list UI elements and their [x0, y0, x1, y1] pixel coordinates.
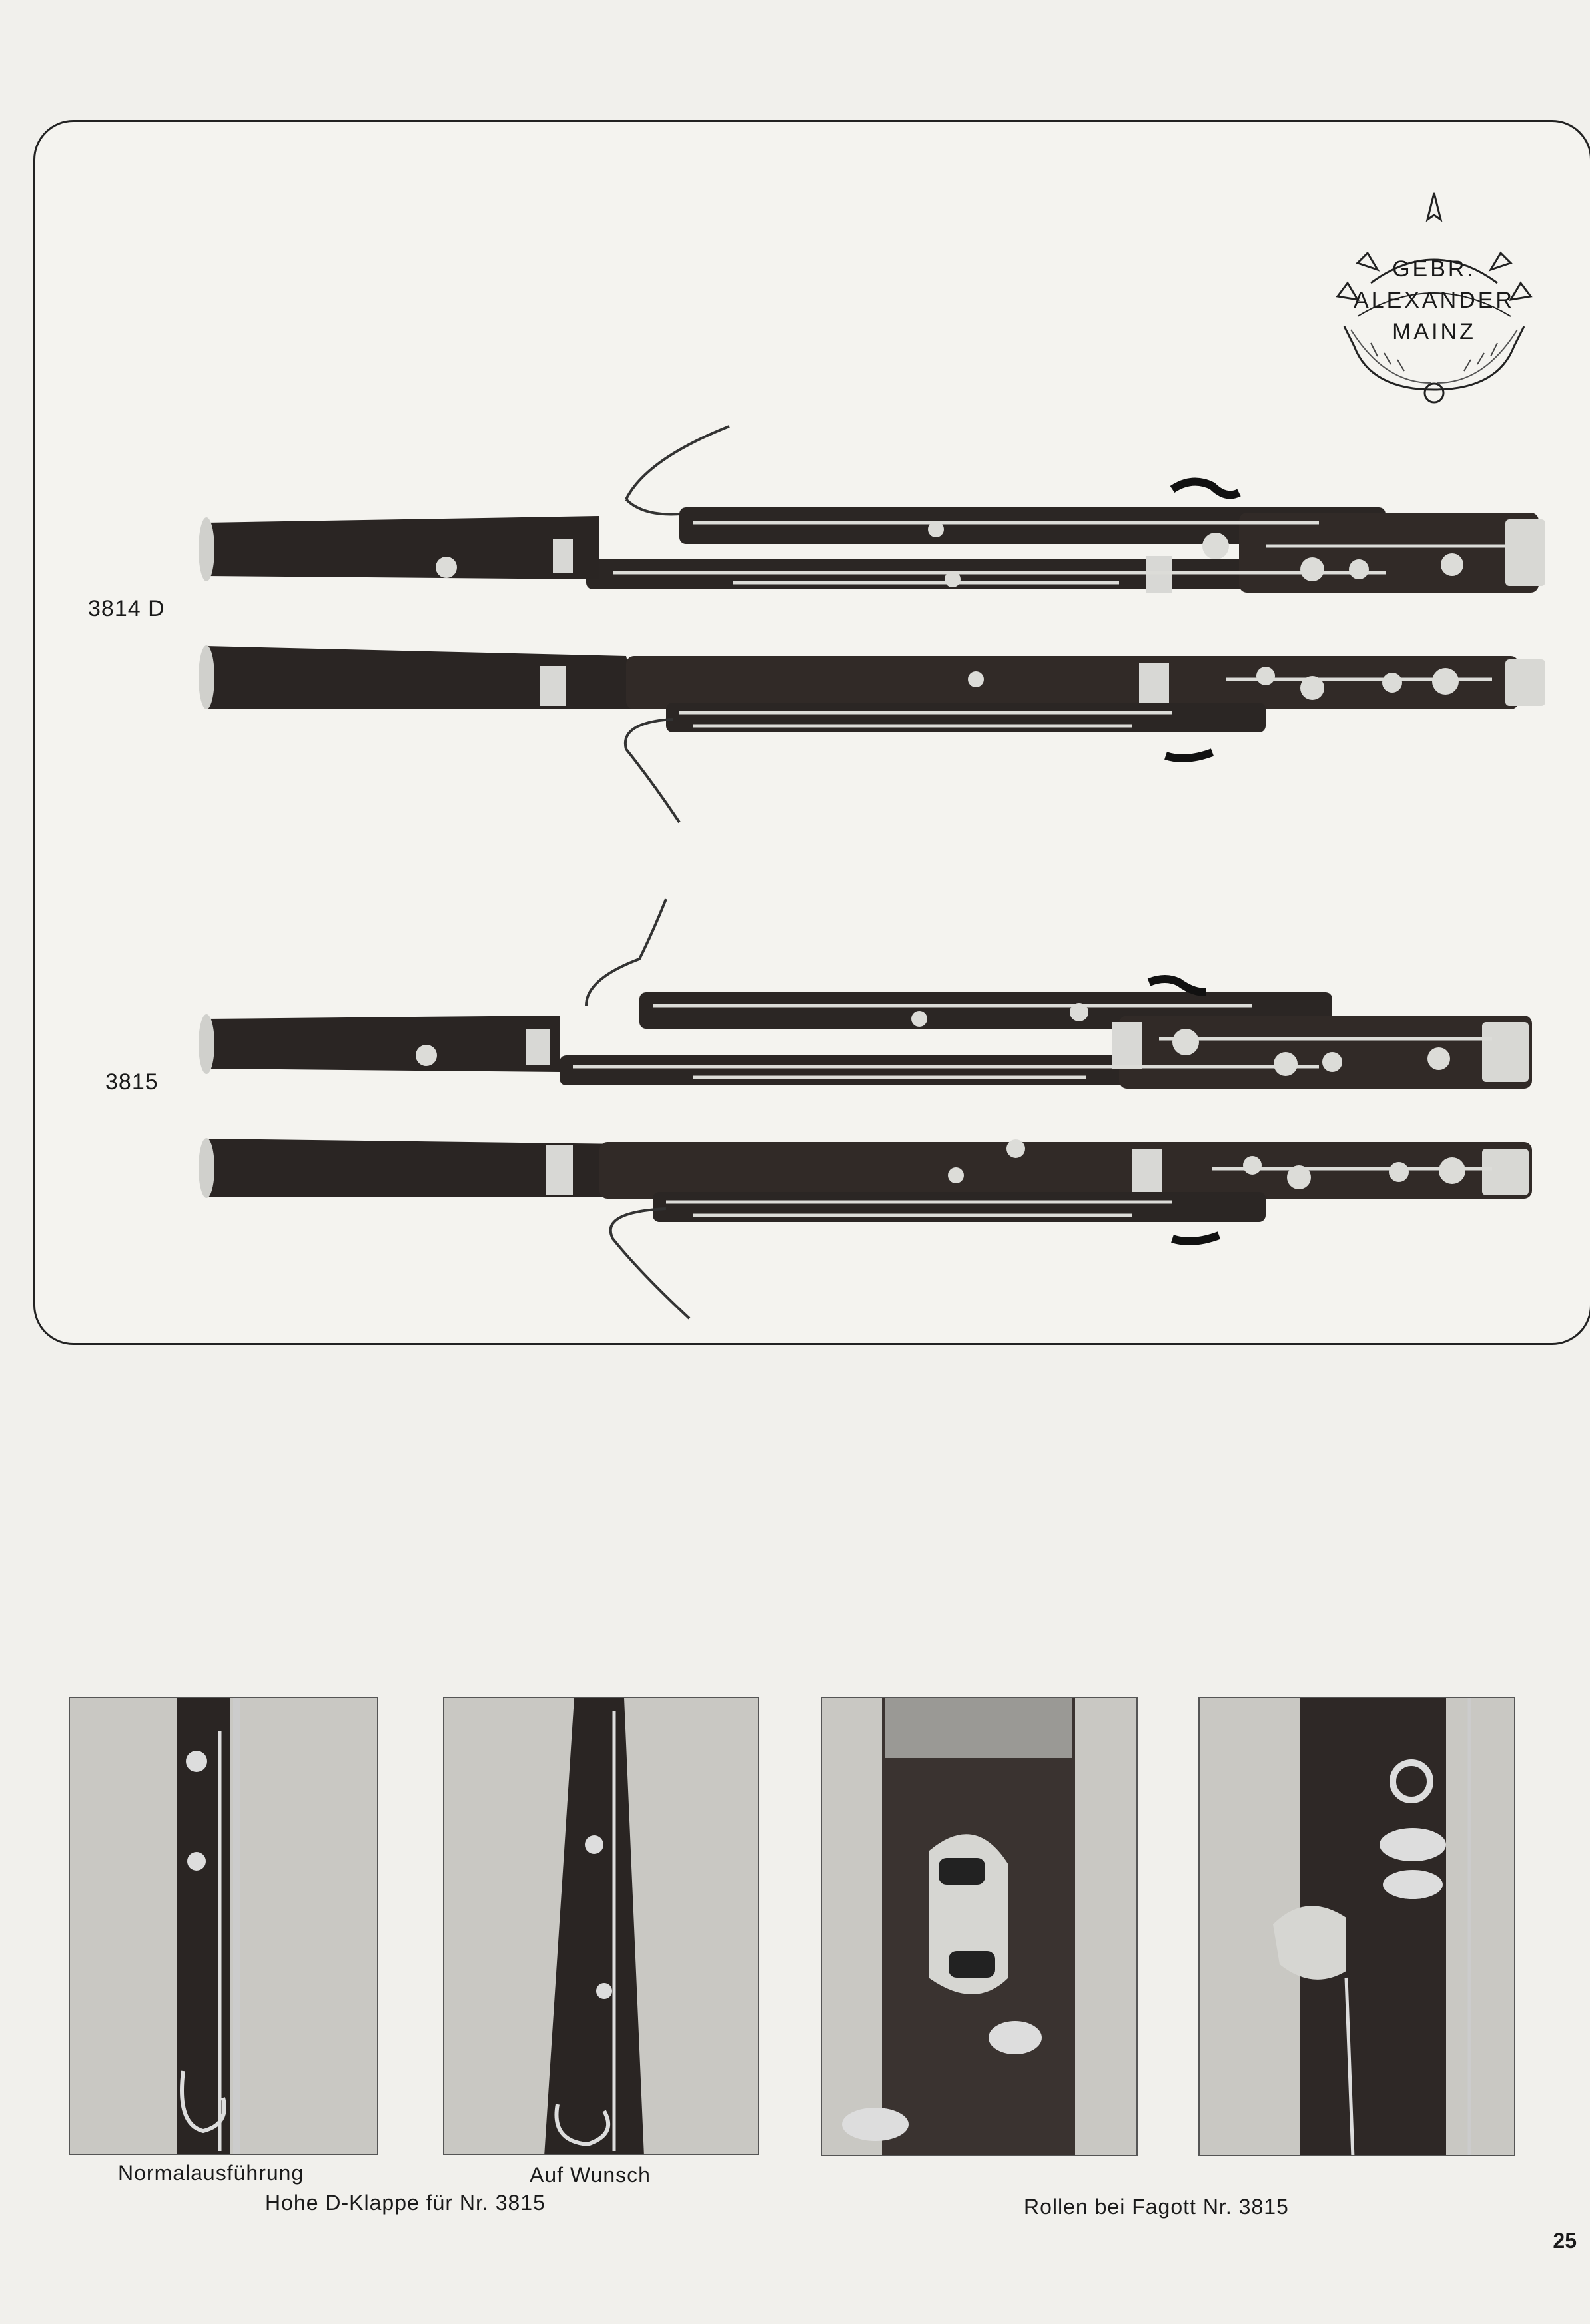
bassoon-3815-front: [187, 892, 1559, 1105]
model-label-3814d: 3814 D: [88, 596, 165, 621]
caption-wish: Auf Wunsch: [530, 2163, 651, 2187]
logo-line-2: ALEXANDER: [1354, 288, 1515, 313]
caption-rollers: Rollen bei Fagott Nr. 3815: [1024, 2195, 1289, 2219]
logo-line-1: GEBR.: [1392, 256, 1476, 282]
detail-photo-rollers-1: [821, 1697, 1138, 2156]
page-number: 25: [1553, 2229, 1577, 2253]
bassoon-3815-back: [187, 1119, 1559, 1332]
model-label-3815: 3815: [105, 1069, 159, 1095]
logo-line-3: MAINZ: [1392, 319, 1476, 344]
detail-photo-wish: [443, 1697, 759, 2155]
detail-photo-rollers-2: [1198, 1697, 1515, 2156]
bassoon-3814d-back: [187, 629, 1559, 829]
caption-high-d: Hohe D-Klappe für Nr. 3815: [265, 2191, 546, 2215]
detail-photo-normal: [69, 1697, 378, 2155]
bassoon-3814d-front: [187, 413, 1559, 613]
gebr-alexander-logo: [1331, 190, 1537, 410]
caption-normal: Normalausführung: [118, 2161, 304, 2185]
